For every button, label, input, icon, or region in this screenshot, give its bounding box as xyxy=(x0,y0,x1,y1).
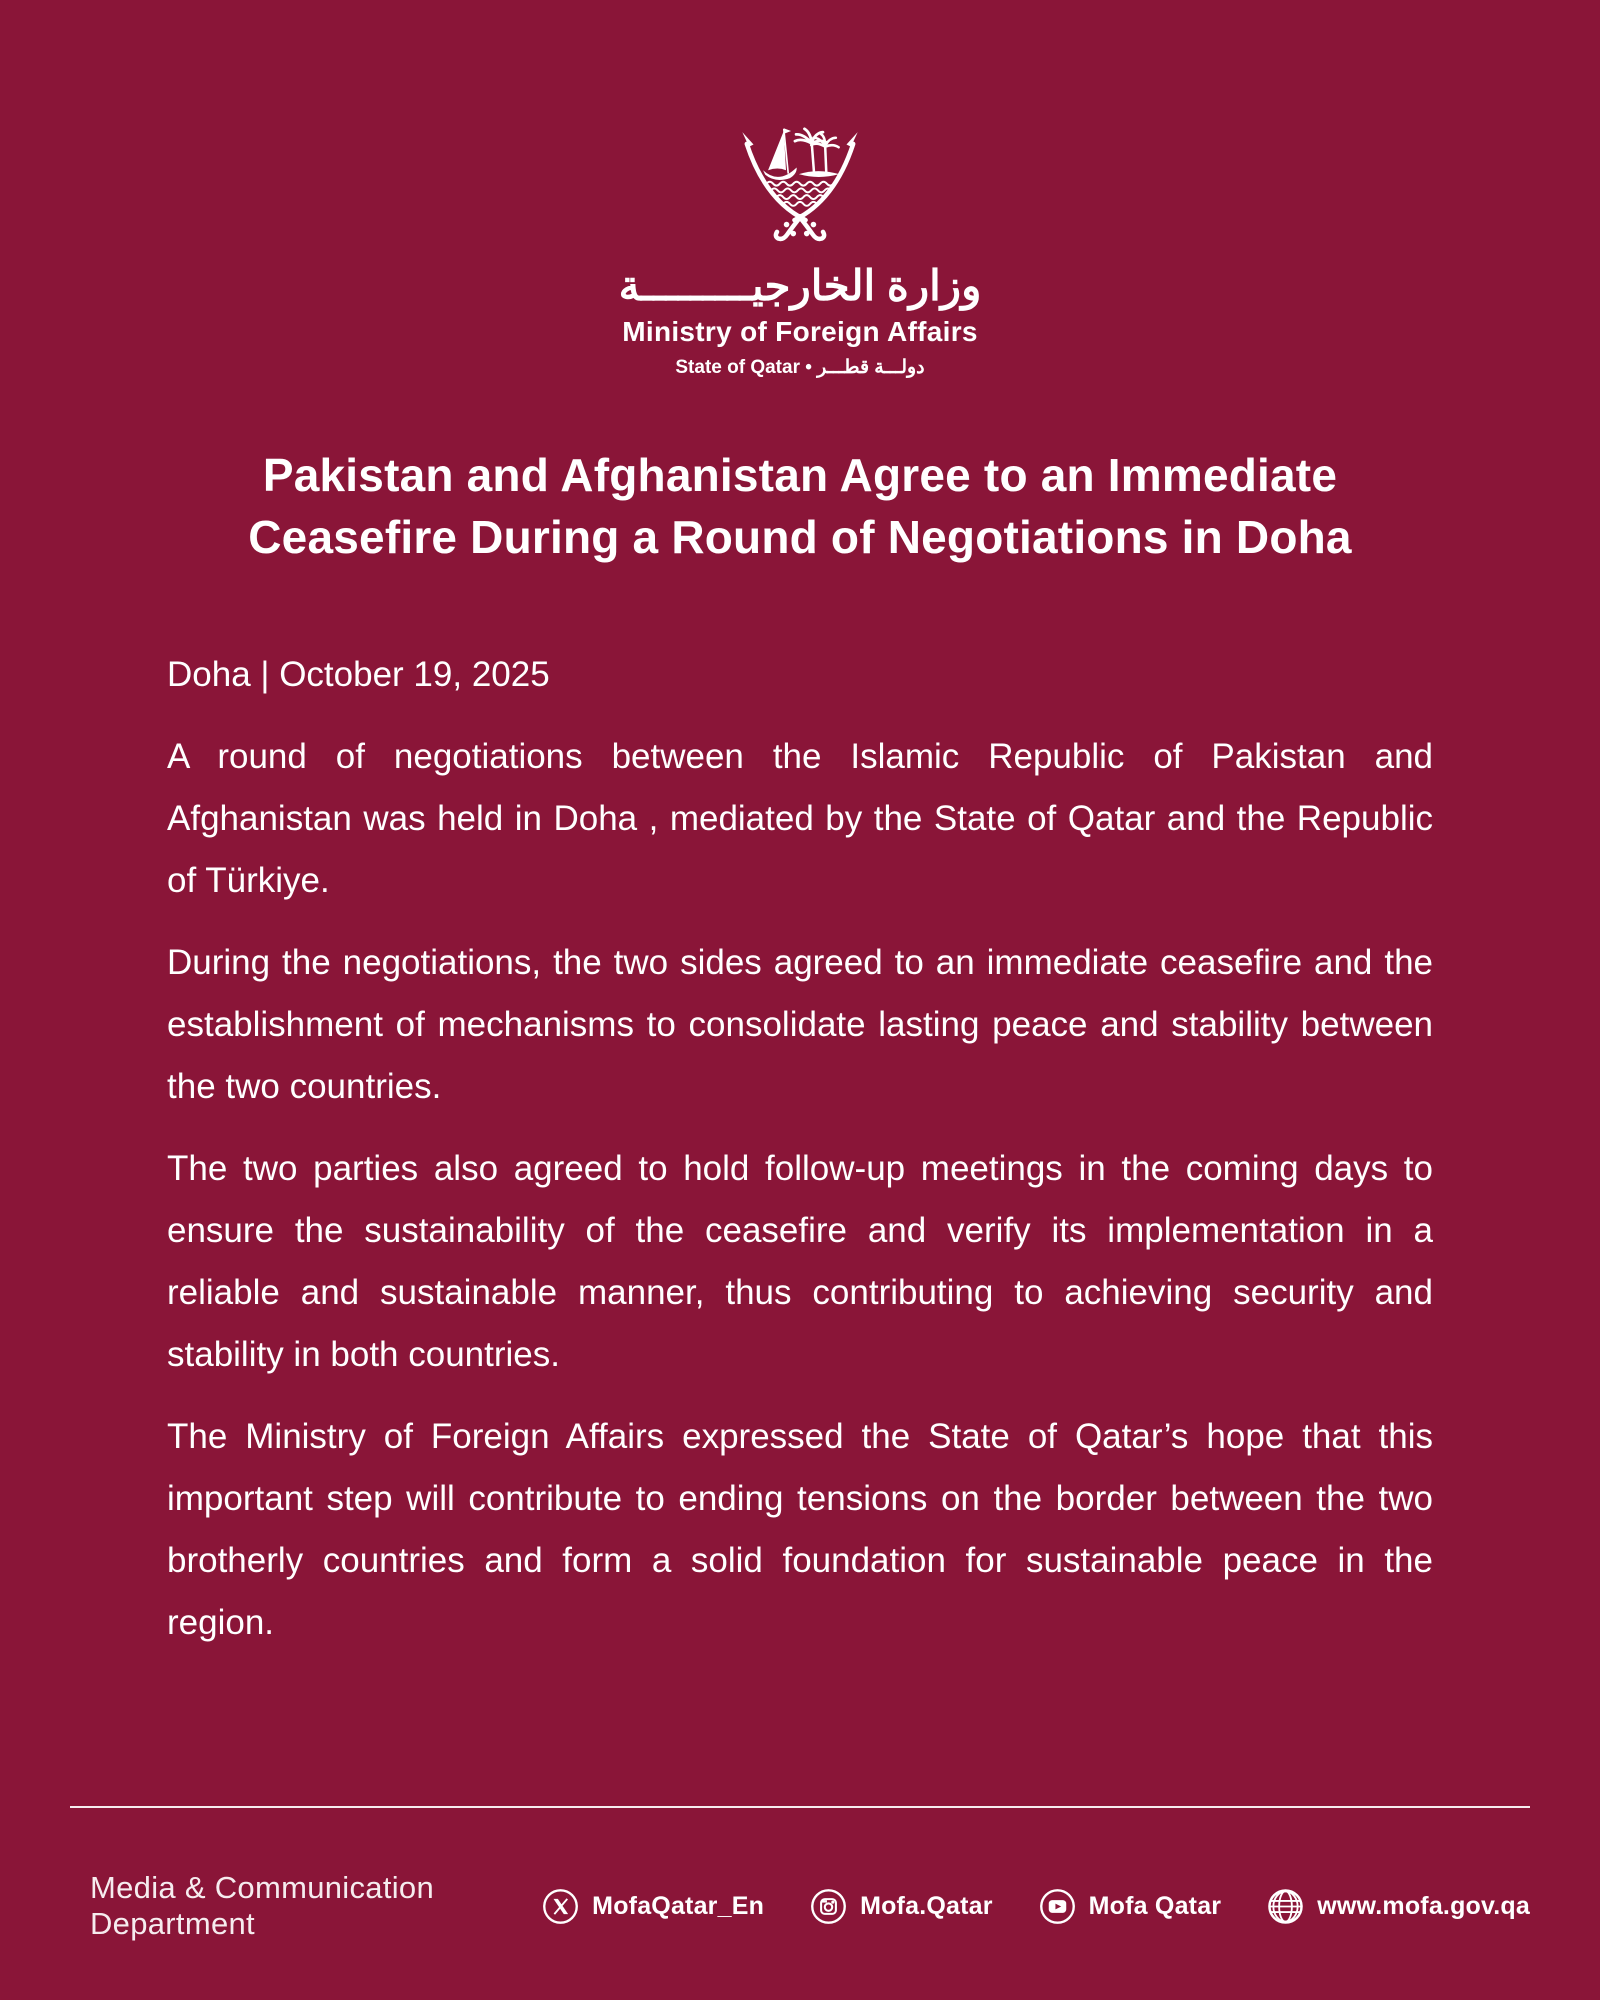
statement-body xyxy=(167,644,1433,1654)
social-links xyxy=(542,1888,1530,1925)
globe-icon xyxy=(1267,1888,1304,1925)
body-paragraph-2: During the negotiations, the two sides agreed to an immediate ceasefire and the establishment of mechanisms to consolidate lasting peace and stability between the two countries. xyxy=(167,943,1433,1106)
x-icon xyxy=(542,1888,579,1925)
mofa-masthead xyxy=(0,0,1600,380)
page-title: Pakistan and Afghanistan Agree to an Immediate Ceasefire During a Round of Negotiations in Doha xyxy=(248,449,1352,563)
ministry-name-english: Ministry of Foreign Affairs xyxy=(622,316,978,347)
body-paragraph-1: A round of negotiations between the Islamic Republic of Pakistan and Afghanistan was held in Doha , mediated by the State of Qatar and the Republic of Türkiye. xyxy=(167,737,1433,900)
dateline: Doha | October 19, 2025 xyxy=(167,655,550,694)
social-item-instagram xyxy=(810,1888,993,1925)
social-item-website xyxy=(1267,1888,1530,1925)
youtube-icon xyxy=(1039,1888,1076,1925)
qatar-mofa-emblem-icon xyxy=(725,112,875,252)
body-paragraph-3: The two parties also agreed to hold follow-up meetings in the coming days to ensure the sustainability of the ceasefire and verify its implementation in a reliable and sustainable manner, thus contributing to achieving security and stability in both countries. xyxy=(167,1149,1433,1374)
website-label: www.mofa.gov.qa xyxy=(1317,1891,1530,1920)
social-item-x xyxy=(542,1888,764,1925)
department-label: Media & Communication Department xyxy=(90,1870,434,1941)
instagram-icon xyxy=(810,1888,847,1925)
footer xyxy=(90,1870,1530,1941)
social-item-youtube xyxy=(1039,1888,1222,1925)
x-handle-label: MofaQatar_En xyxy=(592,1891,765,1920)
body-paragraph-4: The Ministry of Foreign Affairs expressed the State of Qatar’s hope that this important step will contribute to ending tensions on the border between the two brotherly countries and form a solid foundation for sustainable peace in the region. xyxy=(167,1417,1433,1642)
state-of-qatar-line: State of Qatar • دولـــة قطـــر xyxy=(675,357,925,378)
youtube-handle-label: Mofa Qatar xyxy=(1088,1891,1222,1920)
ministry-name-arabic: وزارة الخارجيـــــــــة xyxy=(618,262,982,309)
instagram-handle-label: Mofa.Qatar xyxy=(860,1891,993,1920)
footer-divider xyxy=(70,1806,1530,1808)
